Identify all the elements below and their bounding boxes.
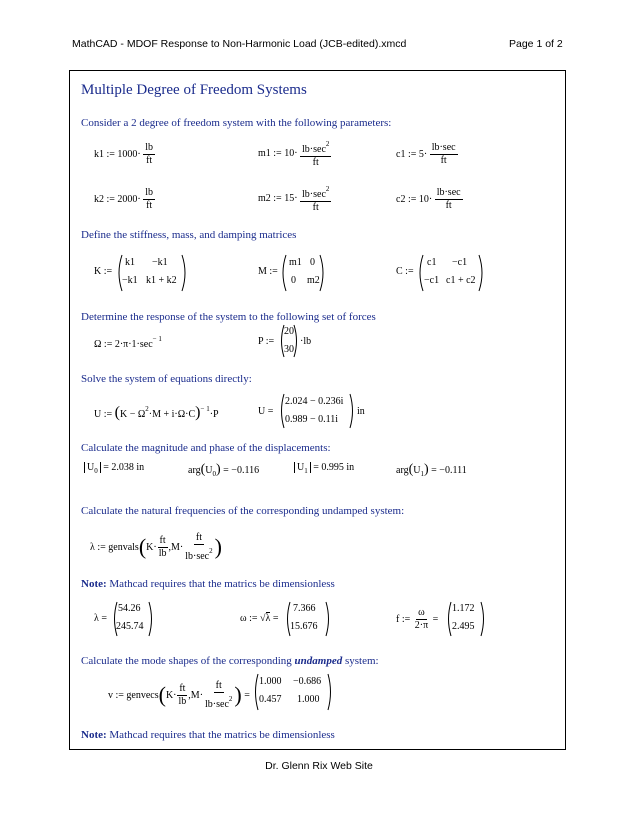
c-matrix-cell: c1 (427, 257, 437, 268)
m-matrix-cell: 0 (291, 275, 296, 286)
k2-definition: k2 := 2000· $\frac{lb}{ft}$ (94, 187, 154, 211)
v-matrix-cell: −0.686 (293, 676, 322, 687)
u-unit: in (357, 406, 365, 417)
solve-text: Solve the system of equations directly: (81, 373, 252, 385)
u-vector-cell: 2.024 − 0.236i (285, 396, 344, 407)
frequency-definition: f := $\frac{\omega}{2\cdot\pi}$ = (396, 607, 439, 631)
c1-definition: c1 := 5· $\frac{lb\cdot\sec}{ft}$ (396, 142, 456, 166)
u-vector-cell: 0.989 − 0.11i (285, 414, 339, 425)
v-matrix-cell: 1.000 (259, 676, 282, 687)
note-dimensionless: Note: Mathcad requires that the matrics be dimensionless (81, 578, 335, 590)
c-matrix-cell: −c1 (424, 275, 440, 286)
m-matrix-cell: m2 (307, 275, 320, 286)
lambda-vector-cell: 54.26 (118, 603, 141, 614)
lambda-vector-cell: 245.74 (116, 621, 144, 632)
determine-text: Determine the response of the system to the following set of forces (81, 311, 376, 323)
k-matrix-cell: −k1 (152, 257, 168, 268)
m-matrix-cell: 0 (310, 257, 315, 268)
v-definition: v := genvecs(K· $\frac{ft}{lb}$ ,M· $\frac{ft}{lb\cdot\sec^2}$ ) = (108, 680, 250, 710)
c-matrix-label: C := (396, 266, 414, 277)
k-matrix-cell: −k1 (122, 275, 138, 286)
m-matrix-label: M := (258, 266, 278, 277)
omega-definition: Ω := $2\cdot\pi\cdot 1\cdot\sec^{- 1}$ (94, 335, 162, 350)
define-text: Define the stiffness, mass, and damping matrices (81, 229, 297, 241)
natural-frequency-text: Calculate the natural frequencies of the corresponding undamped system: (81, 505, 405, 517)
p-vector-label: P := (258, 336, 275, 347)
magnitude-text: Calculate the magnitude and phase of the displacements: (81, 442, 331, 454)
frequency-vector-cell: 2.495 (452, 621, 475, 632)
document-title: MathCAD - MDOF Response to Non-Harmonic Load (JCB-edited).xmcd (72, 38, 407, 50)
footer-text: Dr. Glenn Rix Web Site (265, 760, 373, 772)
p-vector-cell: 30 (284, 344, 294, 355)
m1-definition: m1 := 10· $\frac{lb\cdot\sec^2}{ft}$ (258, 140, 330, 168)
k-matrix-cell: k1 (125, 257, 135, 268)
page-title: Multiple Degree of Freedom Systems (81, 82, 307, 98)
lambda-definition: λ := genvals(K· $\frac{ft}{lb}$ ,M· $\frac{ft}{lb\cdot\sec^2}$ ) (90, 532, 222, 562)
m-matrix-brackets (280, 254, 326, 292)
arg-u1: $arg(U_1) = -0.111$ (396, 462, 467, 478)
omega-natural-definition: ω := √λ = (240, 613, 279, 624)
frequency-vector-cell: 1.172 (452, 603, 475, 614)
m2-definition: m2 := 15· $\frac{lb\cdot\sec^2}{ft}$ (258, 185, 330, 213)
omega-vector-cell: 7.366 (293, 603, 316, 614)
lambda-result-label: λ = (94, 613, 107, 624)
abs-u0: $U_0 = 2.038$ in (84, 462, 144, 475)
c-matrix-cell: −c1 (452, 257, 468, 268)
arg-u0: $arg(U_0) = -0.116$ (188, 462, 260, 478)
omega-vector-cell: 15.676 (290, 621, 318, 632)
p-unit: ·lb (300, 336, 312, 347)
u-definition: U := $(K - \Omega^2\cdot M + i\cdot\Omega\cdot C)^{- 1}\cdot P$ (94, 404, 219, 421)
u-result-label: U = (258, 406, 274, 417)
note-dimensionless-2: Note: Mathcad requires that the matrics be dimensionless (81, 729, 335, 741)
c-matrix-cell: c1 + c2 (446, 275, 476, 286)
c2-definition: c2 := 10· $\frac{lb\cdot\sec}{ft}$ (396, 187, 461, 211)
abs-u1: $U_1 = 0.995$ in (294, 462, 354, 475)
m-matrix-cell: m1 (289, 257, 302, 268)
k-matrix-label: K := (94, 266, 113, 277)
v-matrix-cell: 1.000 (297, 694, 320, 705)
k1-definition: k1 := 1000· $\frac{lb}{ft}$ (94, 142, 154, 166)
mode-shapes-text: Calculate the mode shapes of the corresponding undamped system: (81, 655, 379, 667)
k-matrix-cell: k1 + k2 (146, 275, 177, 286)
v-matrix-cell: 0.457 (259, 694, 282, 705)
consider-text: Consider a 2 degree of freedom system with the following parameters: (81, 117, 392, 129)
p-vector-cell: 20 (284, 326, 294, 337)
page-number: Page 1 of 2 (509, 38, 563, 50)
sqrt-icon: √ (260, 613, 266, 624)
